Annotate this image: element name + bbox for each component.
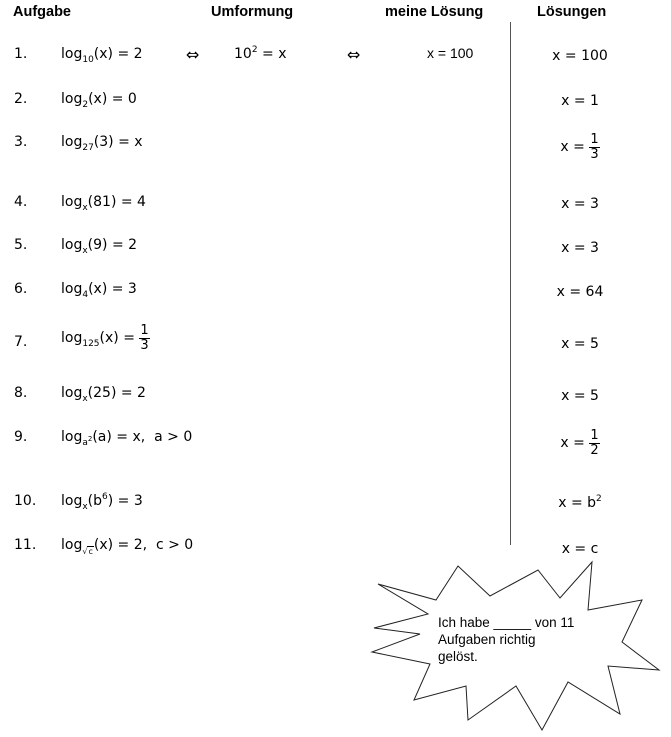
header-task: Aufgabe xyxy=(13,4,71,20)
header-solutions: Lösungen xyxy=(537,4,607,20)
task-equation: $\log_{√c}(x) = 2$, c > 0 xyxy=(61,537,194,556)
solution: x = 1 xyxy=(561,93,599,109)
header-transformation: Umformung xyxy=(211,4,294,20)
callout-line: Aufgaben richtig xyxy=(438,632,536,647)
solution: x = c xyxy=(561,541,599,557)
task-number: 3. xyxy=(14,134,28,150)
task-number: 7. xyxy=(14,334,28,350)
solution: x = 5 xyxy=(561,388,599,404)
task-number: 9. xyxy=(14,429,28,445)
solution: x = 3 xyxy=(561,240,599,256)
task-number: 5. xyxy=(14,237,28,253)
equivalence-arrow: ⇔ xyxy=(347,45,361,64)
task-number: 2. xyxy=(14,91,28,107)
header-my-solution: meine Lösung xyxy=(385,4,484,20)
task-number: 4. xyxy=(14,194,28,210)
task-equation: $\log_{a^2}(a) = x$, a > 0 xyxy=(61,429,193,448)
task-number: 11. xyxy=(14,537,37,553)
callout-text xyxy=(438,614,598,665)
task-number: 8. xyxy=(14,385,28,401)
task-equation: $\log_x(25) = 2$ xyxy=(61,385,146,404)
task-number: 6. xyxy=(14,281,28,297)
task-equation: $\log_x(9) = 2$ xyxy=(61,237,138,256)
solution: x = 5 xyxy=(561,336,599,352)
task-equation: $\log_x(b^6) = 3$ xyxy=(61,492,143,512)
solution: x = $\frac{1}{3}$ xyxy=(560,132,599,162)
solution: x = 100 xyxy=(552,48,608,64)
task-number: 1. xyxy=(14,46,28,62)
callout-line: Ich habe _____ von 11 xyxy=(438,615,575,630)
solution: x = 3 xyxy=(561,196,599,212)
task-equation: $\log_{125}(x)$ = $\frac{1}{3}$ xyxy=(61,323,149,353)
solution: x = $\frac{1}{2}$ xyxy=(560,428,599,458)
task-equation: $\log_{10}(x) = 2$ xyxy=(61,46,143,65)
equivalence-arrow: ⇔ xyxy=(186,45,200,64)
task-equation: $\log_{27}(3) = x$ xyxy=(61,134,143,153)
task-equation: $\log_x(81) = 4$ xyxy=(61,194,146,213)
callout-line: gelöst. xyxy=(438,649,478,664)
solution: x = 64 xyxy=(556,284,604,300)
solution: $x = b^2$ xyxy=(558,494,602,511)
example-my-solution: x = 100 xyxy=(427,45,474,61)
task-number: 10. xyxy=(14,493,37,509)
example-transformation: $10^2 = x$ xyxy=(234,45,287,62)
task-equation: $\log_2(x) = 0$ xyxy=(61,91,137,110)
task-equation: $\log_4(x) = 3$ xyxy=(61,281,137,300)
